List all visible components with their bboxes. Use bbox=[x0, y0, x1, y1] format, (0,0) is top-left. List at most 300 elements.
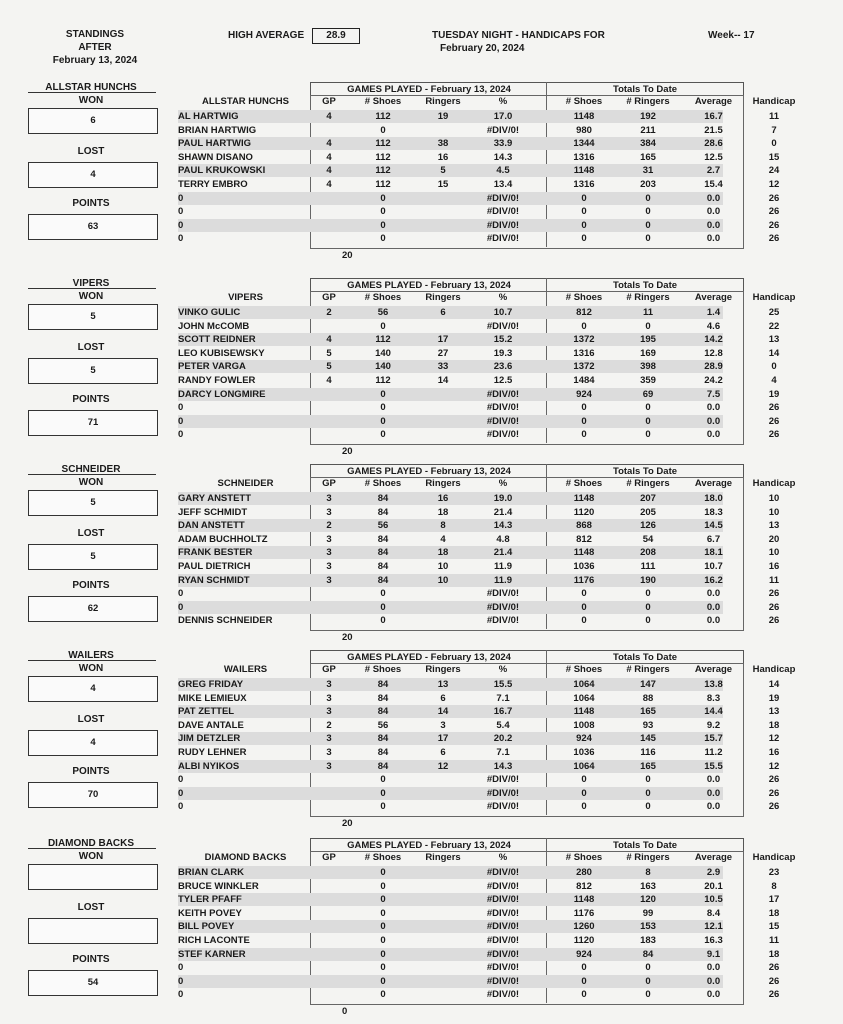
totals-header: Totals To Date bbox=[546, 464, 744, 478]
shoes: 0 bbox=[380, 192, 386, 204]
player-row bbox=[178, 388, 780, 401]
ringers: 16 bbox=[437, 151, 449, 163]
total-ringers: 69 bbox=[642, 388, 654, 400]
handicap: 12 bbox=[768, 733, 780, 745]
pct-header: % bbox=[498, 664, 508, 675]
ringer-pct: 17.0 bbox=[493, 111, 513, 122]
player-name: 0 bbox=[178, 962, 184, 974]
handicap: 26 bbox=[768, 989, 780, 1001]
games-played-header: GAMES PLAYED - February 13, 2024 bbox=[310, 82, 548, 96]
average: 15.4 bbox=[704, 179, 723, 190]
total-shoes: 1008 bbox=[573, 719, 595, 731]
handicap: 20 bbox=[768, 533, 780, 545]
total-ringers: 165 bbox=[640, 706, 656, 718]
ringer-pct: #DIV/0! bbox=[486, 867, 520, 878]
ringer-pct: 14.3 bbox=[493, 760, 513, 772]
games-played: 4 bbox=[326, 334, 332, 346]
average: 0.0 bbox=[706, 601, 721, 613]
player-name: GARY ANSTETT bbox=[178, 493, 252, 504]
average: 0.0 bbox=[706, 588, 721, 600]
games-played: 4 bbox=[326, 138, 332, 150]
total-ringers: 0 bbox=[645, 601, 651, 613]
pct-header: % bbox=[498, 96, 508, 107]
player-name: PAUL KRUKOWSKI bbox=[178, 165, 266, 177]
games-played-header: GAMES PLAYED - February 13, 2024 bbox=[310, 838, 548, 852]
handicap: 25 bbox=[768, 307, 780, 318]
player-row bbox=[178, 893, 780, 906]
average: 0.0 bbox=[706, 429, 721, 441]
ringer-pct: #DIV/0! bbox=[486, 388, 520, 400]
handicap: 23 bbox=[768, 867, 780, 878]
shoes: 112 bbox=[375, 179, 391, 190]
shoes: 84 bbox=[377, 533, 389, 545]
won-label: WON bbox=[78, 663, 104, 674]
ringer-pct: 19.0 bbox=[493, 493, 513, 504]
points-label: POINTS bbox=[72, 580, 110, 591]
shoes: 84 bbox=[377, 679, 389, 690]
total-shoes: 0 bbox=[581, 415, 587, 427]
average: 4.6 bbox=[706, 320, 721, 332]
won-box: 6 bbox=[28, 108, 158, 134]
handicap: 24 bbox=[768, 165, 780, 177]
shoes: 84 bbox=[377, 747, 389, 758]
handicap: 26 bbox=[768, 975, 780, 987]
ringers: 3 bbox=[440, 719, 446, 731]
total-shoes-header: # Shoes bbox=[565, 292, 603, 303]
total-ringers: 31 bbox=[642, 165, 654, 177]
total-ringers: 203 bbox=[640, 179, 656, 190]
left-team-name: DIAMOND BACKS bbox=[47, 838, 135, 849]
total-shoes: 1176 bbox=[573, 907, 595, 919]
shoes: 0 bbox=[380, 219, 386, 231]
player-name: BRIAN HARTWIG bbox=[178, 124, 257, 136]
handicap: 12 bbox=[768, 760, 780, 772]
games-played: 4 bbox=[326, 111, 332, 122]
average: 28.6 bbox=[704, 138, 723, 150]
shoes: 0 bbox=[380, 894, 386, 906]
handicaps-title: TUESDAY NIGHT - HANDICAPS FOR bbox=[432, 30, 605, 41]
ringer-pct: #DIV/0! bbox=[486, 975, 520, 987]
total-ringers: 359 bbox=[640, 375, 656, 386]
handicap: 26 bbox=[768, 192, 780, 204]
shoes: 0 bbox=[380, 787, 386, 799]
total-shoes: 1484 bbox=[573, 375, 595, 386]
player-row bbox=[178, 948, 780, 961]
total-shoes: 1316 bbox=[573, 347, 595, 359]
handicap: 10 bbox=[768, 493, 780, 504]
team-column-header: VIPERS bbox=[228, 292, 263, 303]
player-name: FRANK BESTER bbox=[178, 547, 253, 559]
average: 28.9 bbox=[704, 361, 723, 373]
total-ringers: 0 bbox=[645, 787, 651, 799]
total-shoes: 0 bbox=[581, 588, 587, 600]
ringers: 12 bbox=[437, 760, 449, 772]
total-shoes: 0 bbox=[581, 601, 587, 613]
pct-header: % bbox=[498, 852, 508, 863]
ringers-header: Ringers bbox=[425, 96, 461, 107]
handicap-header: Handicap bbox=[752, 292, 796, 303]
ringers: 6 bbox=[440, 692, 446, 704]
total-ringers: 11 bbox=[642, 307, 654, 318]
player-name: ALBI NYIKOS bbox=[178, 760, 240, 772]
ringers: 5 bbox=[440, 165, 446, 177]
average: 11.2 bbox=[704, 747, 723, 758]
games-played: 3 bbox=[326, 679, 332, 690]
total-ringers: 0 bbox=[645, 962, 651, 974]
ringers: 15 bbox=[437, 179, 449, 190]
ringer-pct: 13.4 bbox=[493, 179, 513, 190]
total-ringers: 0 bbox=[645, 206, 651, 218]
gp-header: GP bbox=[322, 96, 336, 107]
shoes: 0 bbox=[380, 402, 386, 414]
average: 9.2 bbox=[706, 719, 721, 731]
shoes: 0 bbox=[380, 867, 386, 878]
ringers: 17 bbox=[437, 733, 449, 745]
shoes-header: # Shoes bbox=[364, 292, 402, 303]
total-ringers: 120 bbox=[640, 894, 656, 906]
player-row bbox=[178, 110, 780, 123]
team-section bbox=[0, 80, 843, 266]
lost-label: LOST bbox=[77, 528, 105, 539]
shoes: 84 bbox=[377, 706, 389, 718]
handicap: 12 bbox=[768, 179, 780, 190]
shoes: 112 bbox=[375, 111, 391, 122]
total-ringers: 116 bbox=[640, 747, 656, 758]
average: 1.4 bbox=[706, 307, 721, 318]
handicap-header: Handicap bbox=[752, 478, 796, 489]
ringer-pct: 21.4 bbox=[493, 547, 513, 559]
handicap: 26 bbox=[768, 206, 780, 218]
player-name: JOHN McCOMB bbox=[178, 320, 250, 332]
total-ringers: 111 bbox=[640, 561, 656, 572]
high-average-value: 28.9 bbox=[312, 28, 360, 44]
total-ringers: 384 bbox=[640, 138, 656, 150]
total-shoes-header: # Shoes bbox=[565, 478, 603, 489]
games-played: 3 bbox=[326, 561, 332, 572]
average: 12.5 bbox=[704, 151, 723, 163]
total-shoes: 0 bbox=[581, 219, 587, 231]
average: 2.9 bbox=[706, 867, 721, 878]
total-shoes: 980 bbox=[576, 124, 592, 136]
handicap: 26 bbox=[768, 774, 780, 786]
ringer-pct: 19.3 bbox=[493, 347, 513, 359]
total-shoes: 1036 bbox=[573, 561, 595, 572]
ringers: 8 bbox=[440, 520, 446, 532]
handicap: 0 bbox=[771, 138, 777, 150]
shoes: 0 bbox=[380, 320, 386, 332]
won-box bbox=[28, 864, 158, 890]
won-label: WON bbox=[78, 851, 104, 862]
ringer-pct: 7.1 bbox=[496, 692, 510, 704]
player-name: PAUL HARTWIG bbox=[178, 138, 252, 150]
handicap: 26 bbox=[768, 601, 780, 613]
points-box: 71 bbox=[28, 410, 158, 436]
handicap: 15 bbox=[768, 151, 780, 163]
ringers: 6 bbox=[440, 307, 446, 318]
ringer-pct: #DIV/0! bbox=[486, 880, 520, 892]
won-label: WON bbox=[78, 95, 104, 106]
handicap: 14 bbox=[768, 347, 780, 359]
week-label: Week-- 17 bbox=[708, 30, 755, 41]
total-shoes: 280 bbox=[576, 867, 592, 878]
ringer-pct: #DIV/0! bbox=[486, 935, 520, 946]
shoes: 0 bbox=[380, 429, 386, 441]
ringer-pct: #DIV/0! bbox=[486, 206, 520, 218]
total-shoes-header: # Shoes bbox=[565, 664, 603, 675]
player-row bbox=[178, 519, 780, 532]
total-ringers: 99 bbox=[642, 907, 654, 919]
average: 18.0 bbox=[704, 493, 723, 504]
ringer-pct: 4.5 bbox=[496, 165, 510, 177]
ringers: 38 bbox=[437, 138, 449, 150]
average-header: Average bbox=[694, 664, 733, 675]
ringer-pct: 14.3 bbox=[493, 151, 513, 163]
handicap: 0 bbox=[771, 361, 777, 373]
left-team-name: ALLSTAR HUNCHS bbox=[45, 82, 137, 93]
games-played: 2 bbox=[326, 719, 332, 731]
total-shoes: 812 bbox=[576, 307, 592, 318]
player-name: 0 bbox=[178, 192, 184, 204]
player-row bbox=[178, 137, 777, 150]
handicap: 26 bbox=[768, 219, 780, 231]
player-row bbox=[178, 732, 780, 745]
average: 0.0 bbox=[706, 233, 721, 245]
total-ringers: 195 bbox=[640, 334, 656, 346]
ringer-pct: #DIV/0! bbox=[486, 894, 520, 906]
shoes: 84 bbox=[377, 506, 389, 518]
shoes: 0 bbox=[380, 907, 386, 919]
total-ringers: 183 bbox=[640, 935, 656, 946]
total-shoes: 1372 bbox=[573, 334, 595, 346]
ringers: 19 bbox=[437, 111, 449, 122]
shoes: 0 bbox=[380, 588, 386, 600]
team-section bbox=[0, 462, 843, 648]
points-label: POINTS bbox=[72, 198, 110, 209]
average: 8.4 bbox=[706, 907, 721, 919]
player-row bbox=[178, 975, 780, 988]
total-ringers: 190 bbox=[640, 574, 656, 586]
handicap: 26 bbox=[768, 402, 780, 414]
player-name: 0 bbox=[178, 219, 184, 231]
points-box: 63 bbox=[28, 214, 158, 240]
shoes: 84 bbox=[377, 760, 389, 772]
player-name: GREG FRIDAY bbox=[178, 679, 244, 690]
total-ringers: 165 bbox=[640, 760, 656, 772]
total-ringers: 208 bbox=[640, 547, 656, 559]
player-row bbox=[178, 333, 780, 346]
games-played: 4 bbox=[326, 179, 332, 190]
shoes: 56 bbox=[377, 520, 389, 532]
ringers: 27 bbox=[437, 347, 449, 359]
total-shoes-header: # Shoes bbox=[565, 96, 603, 107]
total-ringers: 93 bbox=[642, 719, 654, 731]
games-played: 3 bbox=[326, 506, 332, 518]
total-shoes: 1372 bbox=[573, 361, 595, 373]
handicap: 26 bbox=[768, 415, 780, 427]
ringer-pct: #DIV/0! bbox=[486, 233, 520, 245]
player-row bbox=[178, 306, 780, 319]
ringer-pct: 4.8 bbox=[496, 533, 510, 545]
games-played: 3 bbox=[326, 692, 332, 704]
ringers: 14 bbox=[437, 375, 449, 386]
average: 6.7 bbox=[706, 533, 721, 545]
handicap: 16 bbox=[768, 561, 780, 572]
team-footer-count: 20 bbox=[342, 818, 353, 829]
ringer-pct: #DIV/0! bbox=[486, 402, 520, 414]
ringer-pct: 11.9 bbox=[494, 574, 512, 586]
standings-line: AFTER bbox=[78, 42, 112, 53]
total-shoes: 1148 bbox=[573, 706, 595, 718]
total-shoes: 868 bbox=[576, 520, 592, 532]
average: 0.0 bbox=[706, 801, 721, 813]
games-played: 3 bbox=[326, 733, 332, 745]
player-name: BILL POVEY bbox=[178, 921, 235, 933]
total-shoes: 812 bbox=[576, 880, 592, 892]
ringer-pct: 7.1 bbox=[496, 747, 510, 758]
team-column-header: WAILERS bbox=[223, 664, 268, 675]
ringers: 6 bbox=[440, 747, 446, 758]
average: 15.7 bbox=[704, 733, 723, 745]
player-name: VINKO GULIC bbox=[178, 307, 241, 318]
won-box: 5 bbox=[28, 490, 158, 516]
handicap: 18 bbox=[768, 948, 780, 960]
shoes: 84 bbox=[377, 561, 389, 572]
team-footer-count: 20 bbox=[342, 446, 353, 457]
average: 21.5 bbox=[704, 124, 723, 136]
ringer-pct: #DIV/0! bbox=[486, 948, 520, 960]
average: 0.0 bbox=[706, 192, 721, 204]
average: 0.0 bbox=[706, 774, 721, 786]
ringers: 33 bbox=[437, 361, 449, 373]
total-ringers: 0 bbox=[645, 402, 651, 414]
total-ringers-header: # Ringers bbox=[626, 852, 670, 863]
ringer-pct: #DIV/0! bbox=[486, 219, 520, 231]
average: 0.0 bbox=[706, 787, 721, 799]
player-name: TERRY EMBRO bbox=[178, 179, 248, 190]
total-ringers: 0 bbox=[645, 415, 651, 427]
ringer-pct: #DIV/0! bbox=[486, 320, 520, 332]
won-box: 5 bbox=[28, 304, 158, 330]
ringer-pct: 23.6 bbox=[493, 361, 513, 373]
player-row bbox=[178, 360, 777, 373]
shoes: 0 bbox=[380, 921, 386, 933]
shoes: 0 bbox=[380, 880, 386, 892]
team-footer-count: 20 bbox=[342, 632, 353, 643]
total-shoes: 1148 bbox=[573, 894, 595, 906]
ringer-pct: 33.9 bbox=[493, 138, 513, 150]
gp-header: GP bbox=[322, 852, 336, 863]
ringers: 18 bbox=[437, 547, 449, 559]
ringer-pct: 12.5 bbox=[493, 375, 513, 386]
total-ringers: 211 bbox=[640, 124, 656, 136]
player-name: LEO KUBISEWSKY bbox=[178, 347, 265, 359]
total-shoes: 1316 bbox=[573, 151, 595, 163]
handicap: 26 bbox=[768, 962, 780, 974]
ringer-pct: 15.2 bbox=[493, 334, 513, 346]
shoes: 112 bbox=[375, 151, 391, 163]
total-shoes: 0 bbox=[581, 989, 587, 1001]
ringer-pct: #DIV/0! bbox=[486, 588, 520, 600]
ringers-header: Ringers bbox=[425, 292, 461, 303]
ringer-pct: #DIV/0! bbox=[486, 921, 520, 933]
pct-header: % bbox=[498, 292, 508, 303]
player-row bbox=[178, 574, 780, 587]
handicap: 18 bbox=[768, 719, 780, 731]
ringer-pct: #DIV/0! bbox=[486, 989, 520, 1001]
player-name: DAVE ANTALE bbox=[178, 719, 244, 731]
handicap: 17 bbox=[768, 894, 780, 906]
total-ringers: 0 bbox=[645, 219, 651, 231]
shoes: 112 bbox=[375, 334, 391, 346]
ringer-pct: #DIV/0! bbox=[486, 962, 520, 974]
player-name: RUDY LEHNER bbox=[178, 747, 247, 758]
ringers: 13 bbox=[437, 679, 449, 690]
games-played-header: GAMES PLAYED - February 13, 2024 bbox=[310, 278, 548, 292]
total-ringers: 398 bbox=[640, 361, 656, 373]
total-ringers: 88 bbox=[642, 692, 654, 704]
total-shoes: 0 bbox=[581, 774, 587, 786]
ringers-header: Ringers bbox=[425, 478, 461, 489]
ringer-pct: #DIV/0! bbox=[486, 787, 520, 799]
handicap-header: Handicap bbox=[752, 852, 796, 863]
total-ringers-header: # Ringers bbox=[626, 292, 670, 303]
team-footer-count: 20 bbox=[342, 250, 353, 261]
player-name: 0 bbox=[178, 989, 184, 1001]
games-played-header: GAMES PLAYED - February 13, 2024 bbox=[310, 464, 548, 478]
handicap: 8 bbox=[771, 880, 777, 892]
ringer-pct: #DIV/0! bbox=[486, 429, 520, 441]
player-name: 0 bbox=[178, 975, 184, 987]
points-box: 62 bbox=[28, 596, 158, 622]
average: 0.0 bbox=[706, 989, 721, 1001]
lost-label: LOST bbox=[77, 714, 105, 725]
left-team-name: SCHNEIDER bbox=[61, 464, 121, 475]
player-name: RYAN SCHMIDT bbox=[178, 574, 250, 586]
games-played: 3 bbox=[326, 760, 332, 772]
total-shoes: 0 bbox=[581, 962, 587, 974]
player-name: DENNIS SCHNEIDER bbox=[178, 615, 273, 627]
ringer-pct: 20.2 bbox=[493, 733, 513, 745]
ringer-pct: 11.9 bbox=[494, 561, 512, 572]
shoes: 0 bbox=[380, 615, 386, 627]
total-ringers: 0 bbox=[645, 975, 651, 987]
player-name: SCOTT REIDNER bbox=[178, 334, 256, 346]
handicap: 18 bbox=[768, 907, 780, 919]
player-name: PAT ZETTEL bbox=[178, 706, 235, 718]
handicap-header: Handicap bbox=[752, 96, 796, 107]
shoes: 112 bbox=[375, 375, 391, 386]
handicap: 7 bbox=[771, 124, 777, 136]
games-played: 3 bbox=[326, 493, 332, 504]
player-row bbox=[178, 705, 780, 718]
team-column-header: DIAMOND BACKS bbox=[204, 852, 287, 863]
total-shoes: 924 bbox=[576, 388, 592, 400]
total-ringers-header: # Ringers bbox=[626, 664, 670, 675]
lost-label: LOST bbox=[77, 902, 105, 913]
player-name: 0 bbox=[178, 601, 184, 613]
total-shoes: 924 bbox=[576, 948, 592, 960]
total-ringers: 0 bbox=[645, 989, 651, 1001]
total-shoes: 0 bbox=[581, 787, 587, 799]
total-ringers: 169 bbox=[640, 347, 656, 359]
team-column-header: ALLSTAR HUNCHS bbox=[202, 96, 289, 107]
average: 10.7 bbox=[704, 561, 723, 572]
totals-header: Totals To Date bbox=[546, 838, 744, 852]
total-shoes: 1344 bbox=[573, 138, 595, 150]
ringer-pct: #DIV/0! bbox=[486, 774, 520, 786]
total-ringers: 0 bbox=[645, 774, 651, 786]
shoes: 0 bbox=[380, 206, 386, 218]
